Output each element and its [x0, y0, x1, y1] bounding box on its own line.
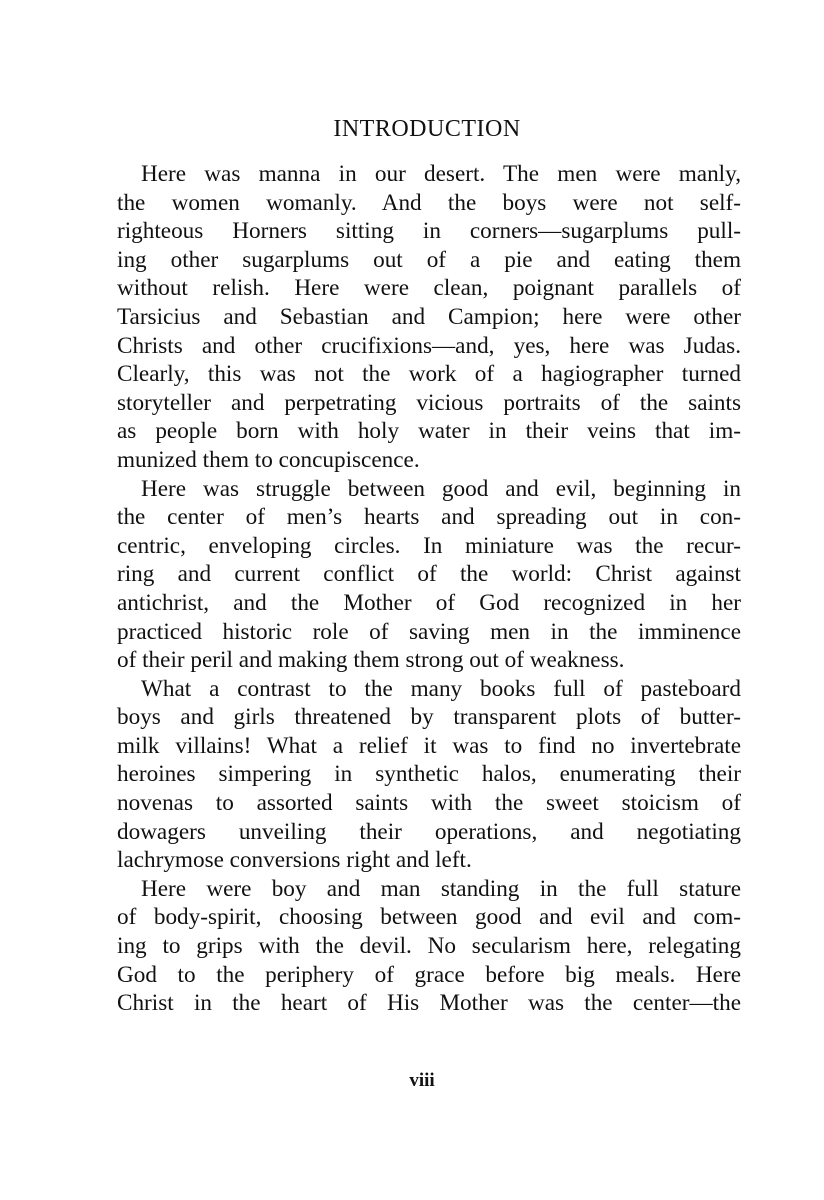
text-line: antichrist, and the Mother of God recognized in her — [117, 589, 741, 616]
text-line: dowagers unveiling their operations, and negotiating — [117, 818, 741, 845]
text-line: What a contrast to the many books full of pasteboard — [141, 675, 741, 702]
text-line: Here was struggle between good and evil, beginning in — [141, 475, 741, 502]
text-line: Tarsicius and Sebastian and Campion; here were other — [117, 303, 741, 330]
body-text — [117, 160, 741, 1018]
text-line: heroines simpering in synthetic halos, enumerating their — [117, 761, 741, 788]
text-line: of their peril and making them strong out of weakness. — [117, 647, 625, 674]
text-line: God to the periphery of grace before big meals. Here — [117, 961, 741, 988]
text-line: of body-spirit, choosing between good and evil and com- — [117, 904, 741, 931]
text-line: storyteller and perpetrating vicious portraits of the saints — [117, 389, 741, 416]
text-line: Clearly, this was not the work of a hagiographer turned — [117, 361, 741, 388]
text-line: ring and current conflict of the world: Christ against — [117, 561, 741, 588]
text-line: centric, enveloping circles. In miniature was the recur- — [117, 532, 741, 559]
paragraph-2 — [117, 475, 741, 675]
text-line: ing to grips with the devil. No secularism here, relegating — [117, 933, 741, 960]
page-number: viii — [409, 1070, 435, 1091]
text-line: lachrymose conversions right and left. — [117, 847, 472, 874]
text-line: boys and girls threatened by transparent plots of butter- — [117, 704, 741, 731]
text-line: as people born with holy water in their veins that im- — [117, 418, 741, 445]
text-line: ing other sugarplums out of a pie and eating them — [117, 246, 741, 273]
chapter-heading: INTRODUCTION — [333, 116, 521, 142]
text-line: without relish. Here were clean, poignant parallels of — [117, 275, 741, 302]
text-line: the center of men’s hearts and spreading out in con- — [117, 504, 741, 531]
text-line: novenas to assorted saints with the sweet stoicism of — [117, 790, 741, 817]
text-line: milk villains! What a relief it was to find no invertebrate — [117, 732, 741, 759]
paragraph-1 — [117, 160, 741, 475]
text-line: Christ in the heart of His Mother was the center—the — [117, 990, 741, 1017]
text-line: practiced historic role of saving men in the imminence — [117, 618, 741, 645]
text-line: Christs and other crucifixions—and, yes, here was Judas. — [117, 332, 741, 359]
text-line: the women womanly. And the boys were not self- — [117, 189, 741, 216]
text-line: Here was manna in our desert. The men were manly, — [141, 161, 741, 187]
text-line: Here were boy and man standing in the full stature — [141, 875, 741, 902]
text-line: righteous Horners sitting in corners—sugarplums pull- — [117, 218, 741, 245]
paragraph-3 — [117, 675, 741, 875]
paragraph-4 — [117, 875, 741, 1018]
text-line: munized them to concupiscence. — [117, 446, 420, 473]
